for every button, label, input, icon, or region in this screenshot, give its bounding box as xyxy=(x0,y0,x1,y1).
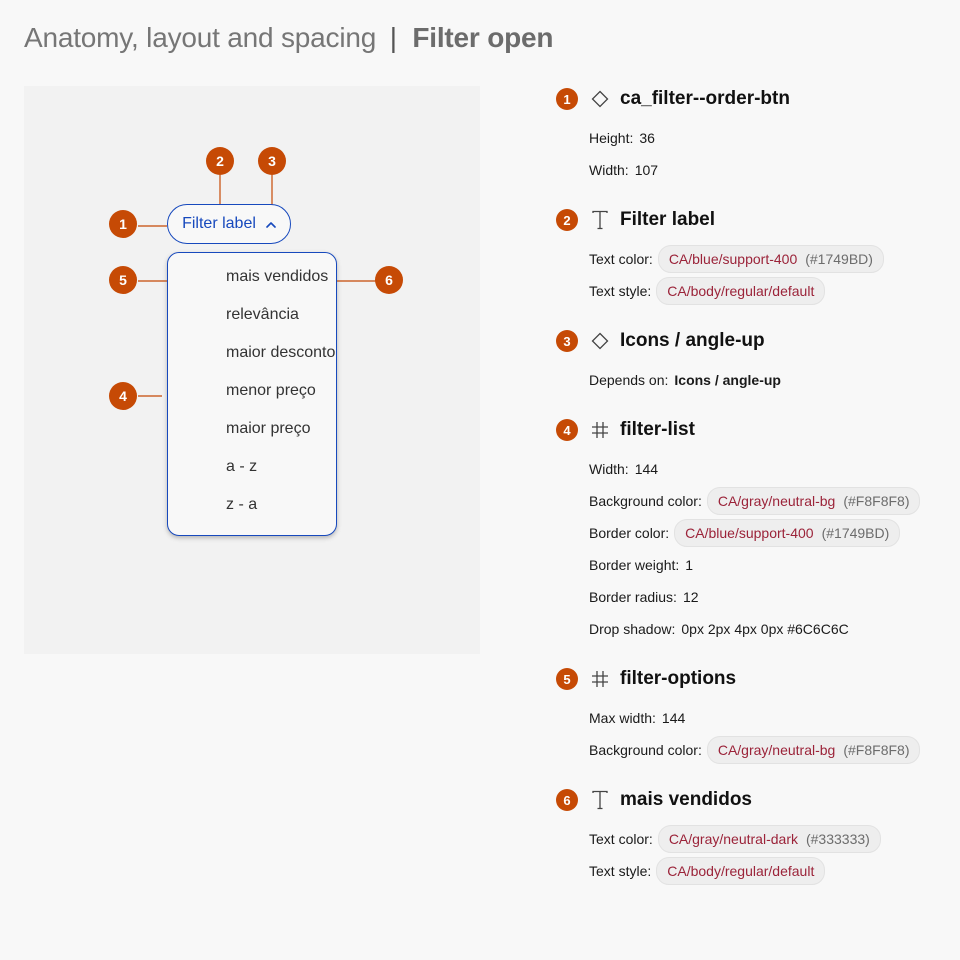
token-chip: CA/gray/neutral-bg (#F8F8F8) xyxy=(707,736,921,764)
component-icon xyxy=(589,88,611,110)
angle-up-icon xyxy=(266,221,276,228)
filter-option[interactable]: menor preço xyxy=(226,382,316,399)
spec-prop: Border color: CA/blue/support-400 (#1749BD) xyxy=(556,517,960,549)
filter-option[interactable]: maior preço xyxy=(226,420,311,437)
spec-number: 6 xyxy=(556,789,578,811)
spec-prop: Width: 144 xyxy=(589,461,659,477)
token-chip: CA/blue/support-400 (#1749BD) xyxy=(658,245,884,273)
frame-icon xyxy=(589,668,611,690)
spec-prop: Max width: 144 xyxy=(589,710,686,726)
spec-section-5 xyxy=(556,666,960,766)
title-text: Anatomy, layout and spacing xyxy=(24,22,377,53)
text-icon xyxy=(589,209,611,231)
spec-number: 2 xyxy=(556,209,578,231)
marker-2: 2 xyxy=(206,147,234,175)
spec-prop: Background color: CA/gray/neutral-bg (#F8F8F8) xyxy=(556,485,960,517)
spec-prop: Text style: CA/body/regular/default xyxy=(556,275,960,307)
spec-name: filter-options xyxy=(620,668,737,689)
token-chip: CA/body/regular/default xyxy=(656,277,825,305)
spec-prop: Background color: CA/gray/neutral-bg (#F8F8F8) xyxy=(556,734,960,766)
spec-section-3 xyxy=(556,328,960,396)
spec-number: 5 xyxy=(556,668,578,690)
filter-list xyxy=(167,252,337,536)
token-chip: CA/body/regular/default xyxy=(656,857,825,885)
spec-name: ca_filter--order-btn xyxy=(620,88,790,109)
preview-panel xyxy=(24,86,480,654)
spec-prop: Text color: CA/blue/support-400 (#1749BD) xyxy=(556,243,960,275)
filter-option[interactable]: maior desconto xyxy=(226,344,336,361)
token-chip: CA/gray/neutral-dark (#333333) xyxy=(658,825,881,853)
filter-button[interactable] xyxy=(167,204,291,244)
filter-option[interactable]: relevância xyxy=(226,306,299,323)
spec-prop: Border radius: 12 xyxy=(589,589,699,605)
component-icon xyxy=(589,330,611,352)
spec-name: mais vendidos xyxy=(620,789,752,810)
spec-prop: Width: 107 xyxy=(589,162,659,178)
title-separator: | xyxy=(389,22,397,53)
title-state: Filter open xyxy=(412,22,554,53)
spec-prop: Drop shadow: 0px 2px 4px 0px #6C6C6C xyxy=(589,621,849,637)
text-icon xyxy=(589,789,611,811)
token-chip: CA/gray/neutral-bg (#F8F8F8) xyxy=(707,487,921,515)
spec-prop: Text color: CA/gray/neutral-dark (#333333) xyxy=(556,823,960,855)
spec-number: 1 xyxy=(556,88,578,110)
spec-section-6 xyxy=(556,787,960,887)
spec-prop: Text style: CA/body/regular/default xyxy=(556,855,960,887)
spec-prop: Depends on: Icons / angle-up xyxy=(589,372,781,388)
marker-3: 3 xyxy=(258,147,286,175)
spec-section-2 xyxy=(556,207,960,307)
spec-section-1 xyxy=(556,86,960,186)
marker-4: 4 xyxy=(109,382,137,410)
token-chip: CA/blue/support-400 (#1749BD) xyxy=(674,519,900,547)
marker-6: 6 xyxy=(375,266,403,294)
frame-icon xyxy=(589,419,611,441)
spec-name: filter-list xyxy=(620,419,695,440)
spec-number: 4 xyxy=(556,419,578,441)
spec-number: 3 xyxy=(556,330,578,352)
spec-name: Icons / angle-up xyxy=(620,330,765,351)
filter-option[interactable]: mais vendidos xyxy=(226,268,329,285)
filter-button-label: Filter label xyxy=(182,215,256,232)
marker-5: 5 xyxy=(109,266,137,294)
spec-section-4 xyxy=(556,417,960,645)
page-title xyxy=(24,22,553,54)
spec-prop: Height: 36 xyxy=(589,130,655,146)
filter-option[interactable]: a - z xyxy=(226,458,258,475)
filter-option[interactable]: z - a xyxy=(226,496,258,513)
spec-name: Filter label xyxy=(620,209,716,230)
spec-prop: Border weight: 1 xyxy=(589,557,694,573)
marker-1: 1 xyxy=(109,210,137,238)
